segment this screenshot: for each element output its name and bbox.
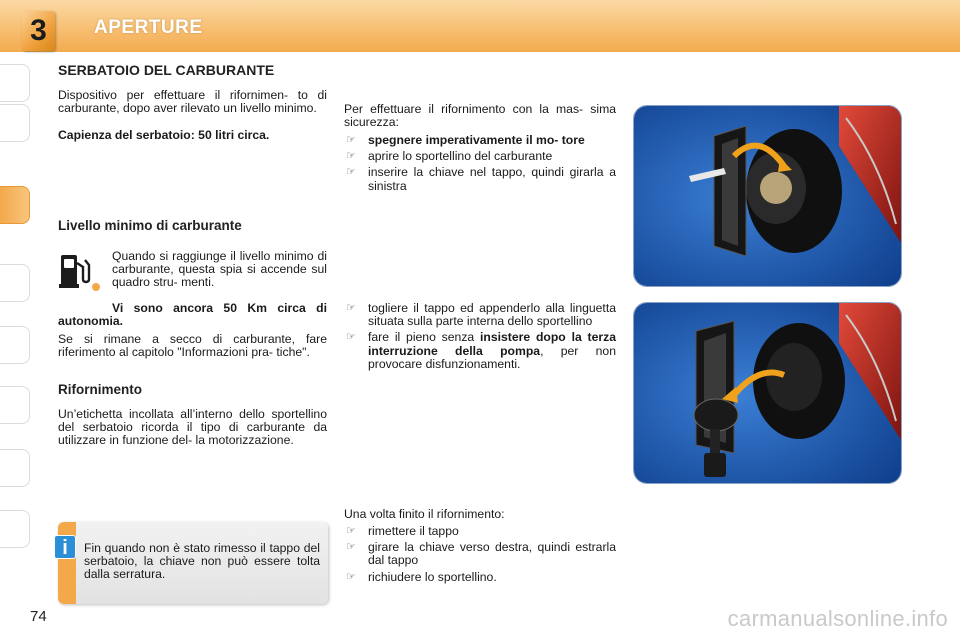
pointing-hand-icon: ☞: [346, 302, 356, 314]
step-fill-pre: fare il pieno senza: [368, 330, 481, 345]
chapter-tab-1[interactable]: [0, 64, 30, 102]
list-item: [344, 150, 616, 163]
fuel-pump-icon: [58, 251, 102, 293]
chapter-tab-7[interactable]: [0, 449, 30, 487]
pointing-hand-icon: ☞: [346, 150, 356, 163]
list-item: [344, 331, 616, 371]
pointing-hand-icon: ☞: [346, 525, 356, 537]
list-item: [344, 525, 616, 538]
step-fill-post: , per non provocare disfunzionamenti.: [368, 343, 616, 371]
list-item: [344, 166, 616, 192]
empty-tank-text: Se si rimane a secco di carburante, fare riferimento al capitolo "Informazioni pra- tiche".: [58, 332, 327, 360]
after-refuel-intro: Una volta finito il rifornimento:: [344, 507, 505, 521]
step-open-flap: aprire lo sportellino del carburante: [368, 149, 553, 164]
min-level-title: Livello minimo di carburante: [58, 218, 242, 233]
step-insert-key: inserire la chiave nel tappo, quindi girarla a sinistra: [368, 165, 616, 193]
info-text: Fin quando non è stato rimesso il tappo del serbatoio, la chiave non può essere tolta dalla serratura.: [84, 541, 320, 582]
pointing-hand-icon: ☞: [346, 570, 356, 583]
list-item: [344, 571, 616, 584]
list-item: [344, 541, 616, 567]
section-title: SERBATOIO DEL CARBURANTE: [58, 62, 275, 78]
refuel-label-text: Un’etichetta incollata all’interno dello sportellino del serbatoio ricorda il tipo di carburante da utilizzare in funzione del- la motorizzazione.: [58, 407, 327, 448]
safety-intro: Per effettuare il rifornimento con la mas- sima sicurezza:: [344, 102, 616, 130]
step-fill-warning: insistere dopo la terza interruzione della pompa: [368, 330, 616, 358]
photo-cap-hanging: [633, 302, 902, 484]
photo-key-in-cap: [633, 105, 902, 287]
chapter-tab-2[interactable]: [0, 104, 30, 142]
min-level-text: Quando si raggiunge il livello minimo di carburante, questa spia si accende sul quadro stru- menti.: [112, 249, 327, 290]
list-item: [344, 134, 616, 147]
list-item: [344, 302, 616, 328]
pointing-hand-icon: ☞: [346, 331, 356, 344]
pointing-hand-icon: ☞: [346, 166, 356, 179]
step-close-flap: richiudere lo sportellino.: [368, 569, 497, 584]
chapter-tabs: [0, 64, 30, 574]
step-replace-cap: rimettere il tappo: [368, 524, 459, 538]
refuel-title: Rifornimento: [58, 382, 142, 397]
chapter-title: APERTURE: [94, 17, 203, 38]
step-engine-off: spegnere imperativamente il mo- tore: [368, 133, 585, 147]
steps-close: [344, 525, 616, 587]
step-remove-cap: togliere il tappo ed appenderlo alla linguetta situata sulla parte interna dello sportellino: [368, 301, 616, 329]
page-number: 74: [30, 608, 47, 625]
pointing-hand-icon: ☞: [346, 134, 356, 146]
tank-capacity: Capienza del serbatoio: 50 litri circa.: [58, 128, 270, 142]
watermark: carmanualsonline.info: [727, 606, 948, 631]
step-remove-key: girare la chiave verso destra, quindi estrarla dal tappo: [368, 540, 616, 568]
steps-open: [344, 134, 616, 196]
chapter-tab-4[interactable]: [0, 264, 30, 302]
autonomy-text: Vi sono ancora 50 Km circa di autonomia.: [58, 301, 327, 329]
info-icon: i: [54, 535, 76, 559]
chapter-tab-3[interactable]: [0, 186, 30, 224]
chapter-badge: 3: [22, 11, 55, 51]
chapter-tab-6[interactable]: [0, 386, 30, 424]
intro-text: Dispositivo per effettuare il rifornimen- to di carburante, dopo aver rilevato un livello minimo.: [58, 88, 327, 116]
info-note: [58, 522, 328, 604]
chapter-tab-8[interactable]: [0, 510, 30, 548]
steps-fill: [344, 302, 616, 374]
chapter-tab-5[interactable]: [0, 326, 30, 364]
pointing-hand-icon: ☞: [346, 541, 356, 554]
